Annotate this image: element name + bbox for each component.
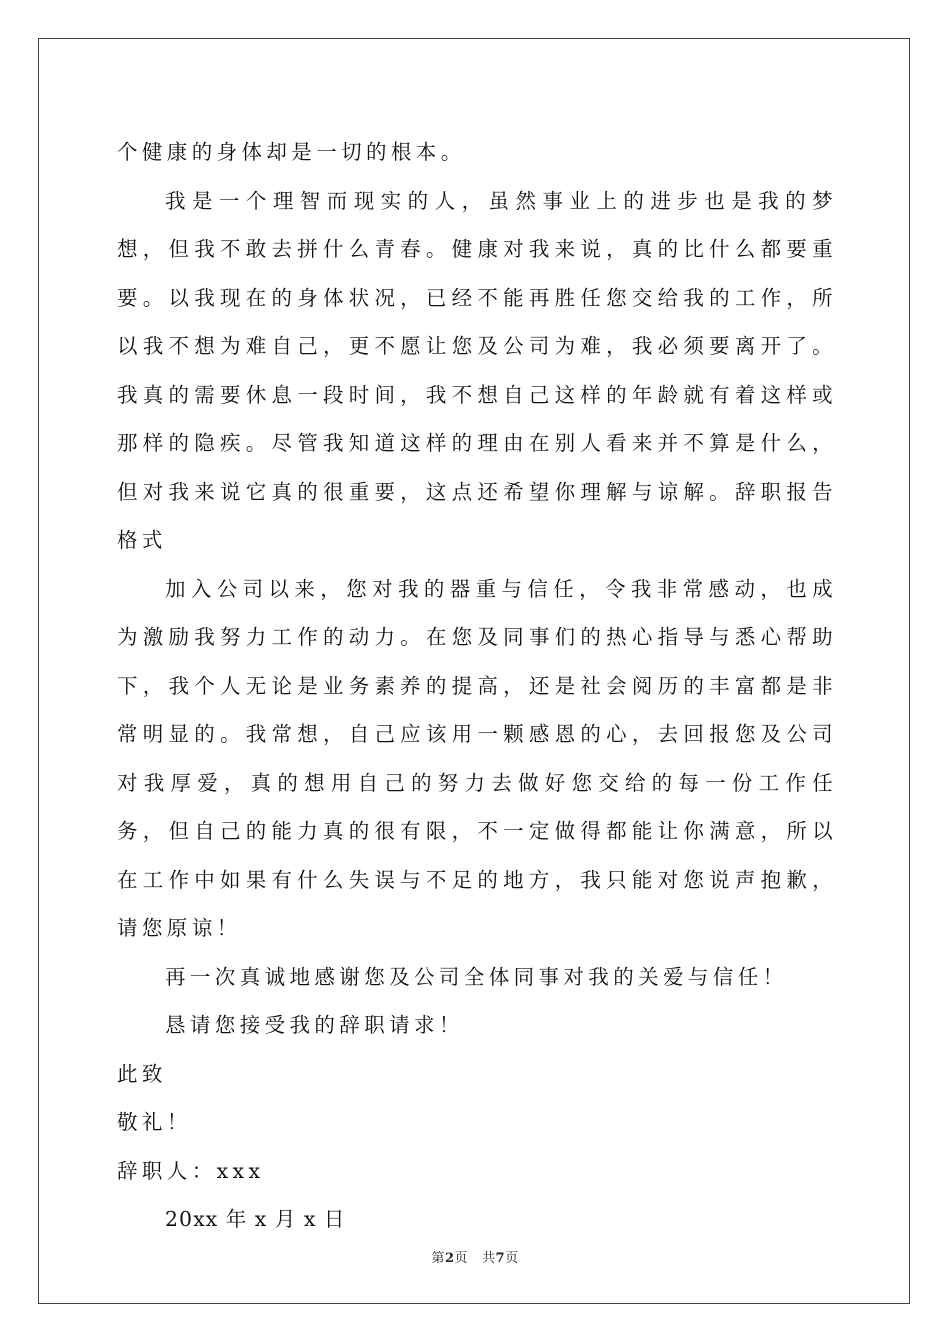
page-prefix: 第	[431, 1251, 445, 1266]
closing-salutation: 此致	[117, 1061, 167, 1086]
page-footer	[0, 1247, 950, 1266]
paragraph-gratitude: 加入公司以来，您对我的器重与信任，令我非常感动，也成为激励我努力工作的动力。在您及同事们的热心指导与悉心帮助下，我个人无论是业务素养的提高，还是社会阅历的丰富都是非常明显的。我常想，自己应该用一颗感恩的心，去回报您及公司对我厚爱，真的想用自己的努力去做好您交给的每一份工作任务，但自己的能力真的很有限，不一定做得都能让你满意，所以在工作中如果有什么失误与不足的地方，我只能对您说声抱歉，请您原谅！	[117, 576, 837, 940]
paragraph-request: 恳请您接受我的辞职请求！	[165, 1013, 464, 1037]
total-prefix: 共	[482, 1251, 496, 1266]
total-pages: 7	[495, 1251, 506, 1266]
paragraph-continuation: 个健康的身体却是一切的根本。	[117, 140, 466, 164]
page-suffix: 页	[454, 1251, 468, 1266]
total-suffix: 页	[505, 1251, 519, 1266]
date-line: 20xx 年 x 月 x 日	[165, 1207, 346, 1231]
paragraph-health-reason: 我是一个理智而现实的人，虽然事业上的进步也是我的梦想，但我不敢去拼什么青春。健康对我来说，真的比什么都要重要。以我现在的身体状况，已经不能再胜任您交给我的工作，所以我不想为难自己，更不愿让您及公司为难，我必须要离开了。我真的需要休息一段时间，我不想自己这样的年龄就有着这样或那样的隐疾。尽管我知道这样的理由在别人看来并不算是什么，但对我来说它真的很重要，这点还希望你理解与谅解。辞职报告格式	[117, 188, 837, 552]
signature-line: 辞职人：xxx	[117, 1158, 265, 1183]
letter-body	[117, 128, 837, 1244]
page-number: 2	[444, 1251, 455, 1266]
paragraph-thanks: 再一次真诚地感谢您及公司全体同事对我的关爱与信任！	[165, 964, 788, 989]
closing-regards: 敬礼！	[117, 1110, 192, 1134]
